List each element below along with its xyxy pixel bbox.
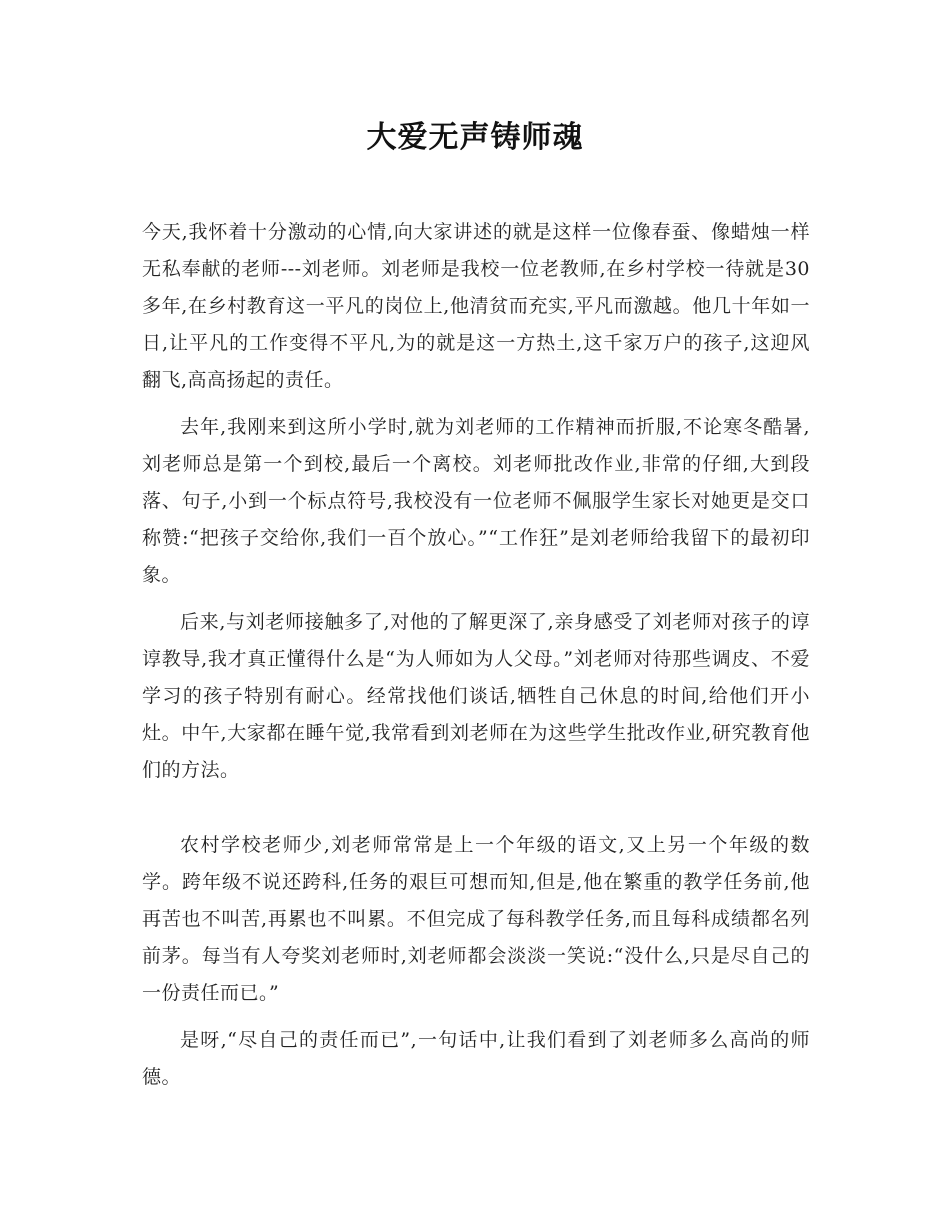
paragraph-5: 是呀,“尽自己的责任而已”,一句话中,让我们看到了刘老师多么高尚的师德。 (142, 1029, 810, 1088)
paragraph-gap (142, 799, 810, 827)
document-title: 大爱无声铸师魂 (366, 120, 584, 155)
paragraph-3: 后来,与刘老师接触多了,对他的了解更深了,亲身感受了刘老师对孩子的谆谆教导,我才真正懂得什么是“为人师如为人父母。”刘老师对待那些调皮、不爱学习的孩子特别有耐心。经常找他们谈话,牺牲自己休息的时间,给他们开小灶。中午,大家都在睡午觉,我常看到刘老师在为这些学生批改作业,研究教育他们的方法。 (142, 611, 810, 781)
paragraph-2: 去年,我刚来到这所小学时,就为刘老师的工作精神而折服,不论寒冬酷暑,刘老师总是第一个到校,最后一个离校。刘老师批改作业,非常的仔细,大到段落、句子,小到一个标点符号,我校没有一位老师不佩服学生家长对她更是交口称赞:“把孩子交给你,我们一百个放心。”“工作狂”是刘老师给我留下的最初印象。 (142, 416, 810, 586)
paragraph-4: 农村学校老师少,刘老师常常是上一个年级的语文,又上另一个年级的数学。跨年级不说还跨科,任务的艰巨可想而知,但是,他在繁重的教学任务前,他再苦也不叫苦,再累也不叫累。不但完成了每科教学任务,而且每科成绩都名列前茅。每当有人夸奖刘老师时,刘老师都会淡淡一笑说:“没什么,只是尽自己的一份责任而已。” (142, 834, 810, 1004)
document-body (142, 214, 810, 1106)
paragraph-1: 今天,我怀着十分激动的心情,向大家讲述的就是这样一位像春蚕、像蜡烛一样无私奉献的老师---刘老师。刘老师是我校一位老教师,在乡村学校一待就是30多年,在乡村教育这一平凡的岗位上,他清贫而充实,平凡而激越。他几十年如一日,让平凡的工作变得不平凡,为的就是这一方热土,这千家万户的孩子,这迎风翻飞,高高扬起的责任。 (142, 221, 810, 391)
